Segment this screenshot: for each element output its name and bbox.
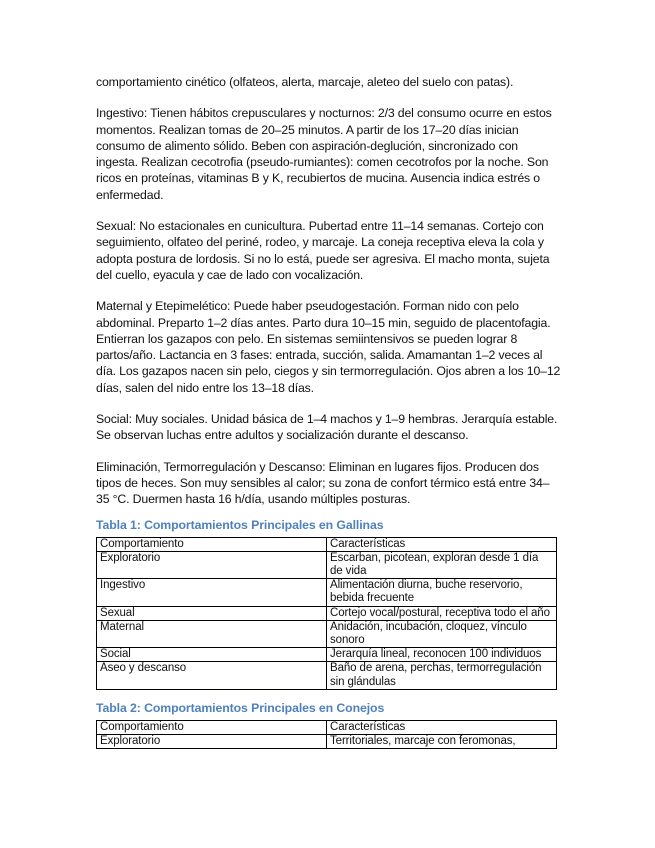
table-cell: Alimentación diurna, buche reservorio, bebida frecuente: [327, 579, 557, 606]
table-header-cell: Características: [327, 537, 557, 551]
table-header-row: [97, 537, 557, 551]
table-row: [97, 662, 557, 689]
table1-gallinas: [96, 537, 557, 690]
table-row: [97, 551, 557, 578]
paragraph-cinetico: comportamiento cinético (olfateos, alerta, marcaje, aleteo del suelo con patas).: [96, 75, 514, 89]
table-cell: Baño de arena, perchas, termorregulación sin glándulas: [327, 662, 557, 689]
table2-conejos: [96, 720, 557, 749]
table-row: [97, 579, 557, 606]
table-cell: Anidación, incubación, cloquez, vínculo sonoro: [327, 620, 557, 647]
document-page: [96, 74, 561, 759]
table-cell: Aseo y descanso: [97, 662, 327, 689]
table-cell: Sexual: [97, 606, 327, 620]
table-header-cell: Comportamiento: [97, 537, 327, 551]
paragraph-sexual: Sexual: No estacionales en cunicultura. Pubertad entre 11–14 semanas. Cortejo con seguimiento, olfateo del periné, rodeo, y marcaje. La coneja receptiva eleva la cola y adopta postura de lordosis. Si no lo está, puede ser agresiva. El macho monta, sujeta del cuello, eyacula y cae de lado con vocalización.: [96, 219, 550, 282]
table-row: [97, 648, 557, 662]
table-cell: Territoriales, marcaje con feromonas,: [327, 734, 557, 748]
table-row: [97, 620, 557, 647]
paragraph-social: Social: Muy sociales. Unidad básica de 1–4 machos y 1–9 hembras. Jerarquía estable. Se observan luchas entre adultos y socialización durante el descanso.: [96, 412, 558, 443]
table-cell: Escarban, picotean, exploran desde 1 día de vida: [327, 551, 557, 578]
table-cell: Exploratorio: [97, 734, 327, 748]
paragraph-eliminacion: Eliminación, Termorregulación y Descanso: Eliminan en lugares fijos. Producen dos tipos de heces. Son muy sensibles al calor; su zona de confort térmico está entre 34–35 °C. Duermen hasta 16 h/día, usando múltiples posturas.: [96, 459, 550, 507]
table-header-cell: Comportamiento: [97, 720, 327, 734]
paragraph-maternal: Maternal y Etepimelético: Puede haber pseudogestación. Forman nido con pelo abdominal. Preparto 1–2 días antes. Parto dura 10–15 min, seguido de placentofagia. Entierran los gazapos con pelo. En sistemas semiintensivos se pueden lograr 8 partos/año. Lactancia en 3 fases: entrada, succión, salida. Amamantan 1–2 veces al día. Los gazapos nacen sin pelo, ciegos y sin termorregulación. Ojos abren a los 10–12 días, salen del nido entre los 13–18 días.: [96, 299, 561, 395]
table-cell: Jerarquía lineal, reconocen 100 individuos: [327, 648, 557, 662]
table-row: [97, 606, 557, 620]
table-cell: Social: [97, 648, 327, 662]
table-row: [97, 734, 557, 748]
table-cell: Exploratorio: [97, 551, 327, 578]
table1-caption: Tabla 1: Comportamientos Principales en Gallinas: [96, 517, 384, 532]
table-cell: Cortejo vocal/postural, receptiva todo el año: [327, 606, 557, 620]
table-cell: Maternal: [97, 620, 327, 647]
table-header-row: [97, 720, 557, 734]
table2-caption: Tabla 2: Comportamientos Principales en Conejos: [96, 700, 385, 715]
table-header-cell: Características: [327, 720, 557, 734]
paragraph-ingestivo: Ingestivo: Tienen hábitos crepusculares y nocturnos: 2/3 del consumo ocurre en estos momentos. Realizan tomas de 20–25 minutos. A partir de los 17–20 días inician consumo de alimento sólido. Beben con aspiración-deglución, sincronizado con ingesta. Realizan cecotrofia (pseudo-rumiantes): comen cecotrofos por la noche. Son ricos en proteínas, vitaminas B y K, recubiertos de mucina. Ausencia indica estrés o enfermedad.: [96, 106, 552, 202]
table-cell: Ingestivo: [97, 579, 327, 606]
